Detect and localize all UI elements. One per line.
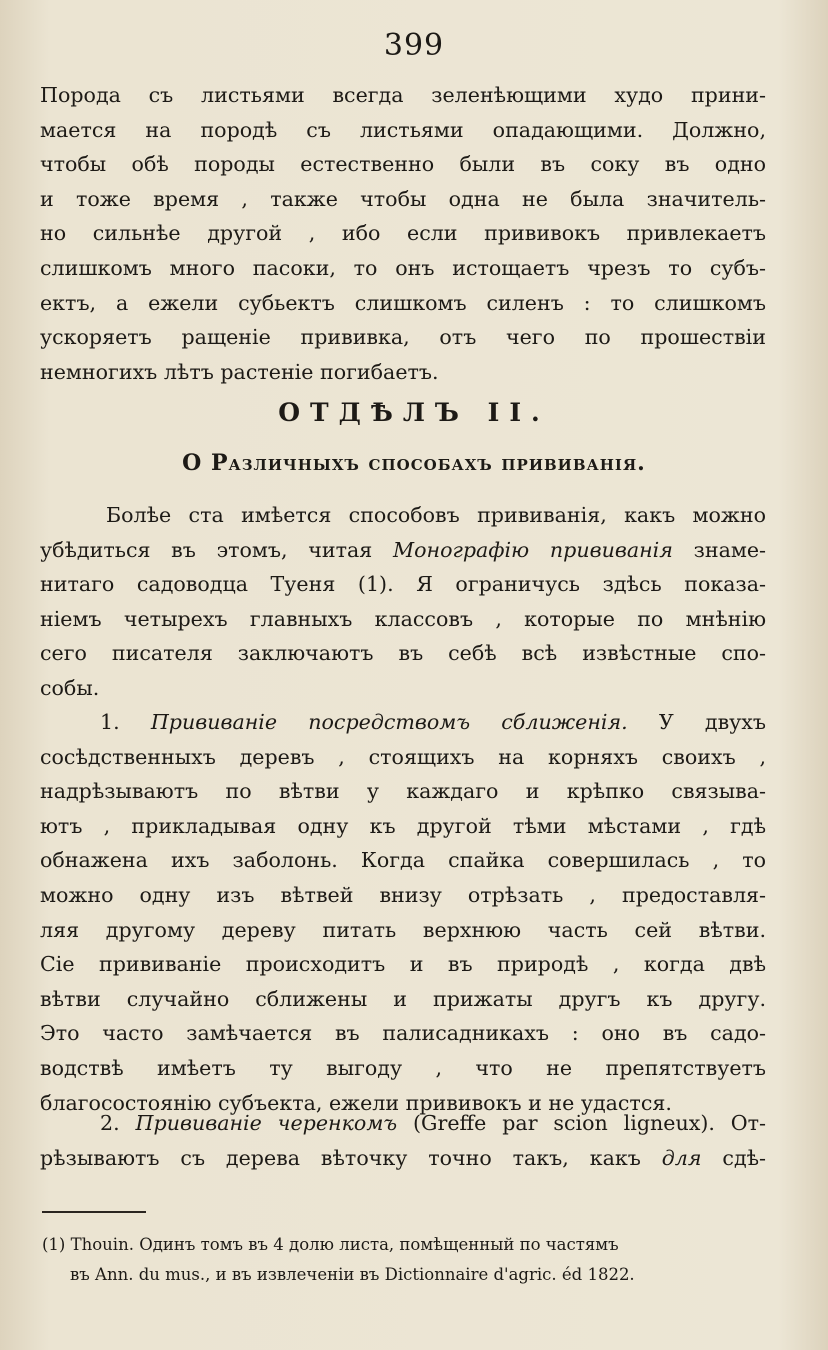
text-line: обнажена ихъ заболонь. Когда спайка совершилась , то [40,848,766,873]
text-line: надрѣзываютъ по вѣтви у каждаго и крѣпко связыва- [40,779,766,804]
italic-title: Монографію прививанія [393,537,673,562]
text-line: собы. [40,675,100,700]
text-line: чтобы обѣ породы естественно были въ соку въ одно [40,152,766,177]
text-line: сосѣдственныхъ деревъ , стоящихъ на корняхъ своихъ , [40,744,766,769]
page-number: 399 [383,28,445,63]
text-line: нитаго садоводца Туеня (1). Я ограничусь здѣсь показа- [40,572,766,597]
text-line: ектъ, а ежели субьектъ слишкомъ силенъ : то слишкомъ [40,290,766,315]
text-line: Болѣе ста имѣется способовъ прививанія, какъ можно [106,503,766,527]
text-line: Это часто замѣчается въ палисадникахъ : оно въ садо- [40,1021,766,1046]
text-line: ютъ , прикладывая одну къ другой тѣми мѣстами , гдѣ [40,813,766,838]
text-line: ніемъ четырехъ главныхъ классовъ , которые по мнѣнію [40,606,766,631]
footnote-line: въ Ann. du mus., и въ извлеченіи въ Dictionnaire d'agric. éd 1822. [70,1265,635,1284]
text-line: 1. Прививаніе посредствомъ сближенія. У двухъ [100,710,766,734]
text-line: ускоряетъ ращеніе прививка, отъ чего по прошествіи [40,325,766,350]
paragraph-1 [40,78,766,389]
text-line: водствѣ имѣетъ ту выгоду , что не препятствуетъ [40,1055,766,1080]
text-line: немногихъ лѣтъ растеніе погибаетъ. [40,359,439,384]
text-line: сего писателя заключаютъ въ себѣ всѣ извѣстные спо- [40,641,766,666]
subsection-heading: О Различныхъ способахъ прививанія. [182,450,646,476]
italic-title: Прививаніе черенкомъ [135,1111,398,1135]
italic-title: Прививаніе посредствомъ сближенія. [150,710,628,734]
text-line: и тоже время , также чтобы одна не была значитель- [40,186,766,211]
footnote [42,1230,778,1290]
text-line: но сильнѣе другой , ибо если прививокъ привлекаетъ [40,221,766,246]
text-line: мается на породѣ съ листьями опадающими. Должно, [40,117,766,142]
text-line: Сіе прививаніе происходитъ и въ природѣ , когда двѣ [40,952,766,977]
text-line: ляя другому дереву питать верхнюю часть сей вѣтви. [40,917,766,942]
paragraph-4 [40,1106,766,1175]
paragraph-2 [40,498,766,706]
section-heading: ОТДѢЛЪ II. [278,398,550,427]
paragraph-3 [40,705,766,1120]
text-line: можно одну изъ вѣтвей внизу отрѣзать , предоставля- [40,882,766,907]
text-line: убѣдиться въ этомъ, читая Монографію прививанія знаме- [40,537,766,562]
text-line: рѣзываютъ съ дерева вѣточку точно такъ, какъ для сдѣ- [40,1145,766,1170]
text-line: слишкомъ много пасоки, то онъ истощаетъ чрезъ то субъ- [40,255,766,280]
text-line: вѣтви случайно сближены и прижаты другъ къ другу. [40,986,766,1011]
text-line: Порода съ листьями всегда зеленѣющими худо прини- [40,83,766,107]
text-line: 2. Прививаніе черенкомъ (Greffe par scion ligneux). От- [100,1111,766,1135]
footnote-divider [42,1211,146,1213]
text-line: благосостоянію субъекта, ежели прививокъ и не удастся. [40,1090,672,1115]
footnote-line: (1) Thouin. Одинъ томъ въ 4 долю листа, помѣщенный по частямъ [42,1235,619,1254]
